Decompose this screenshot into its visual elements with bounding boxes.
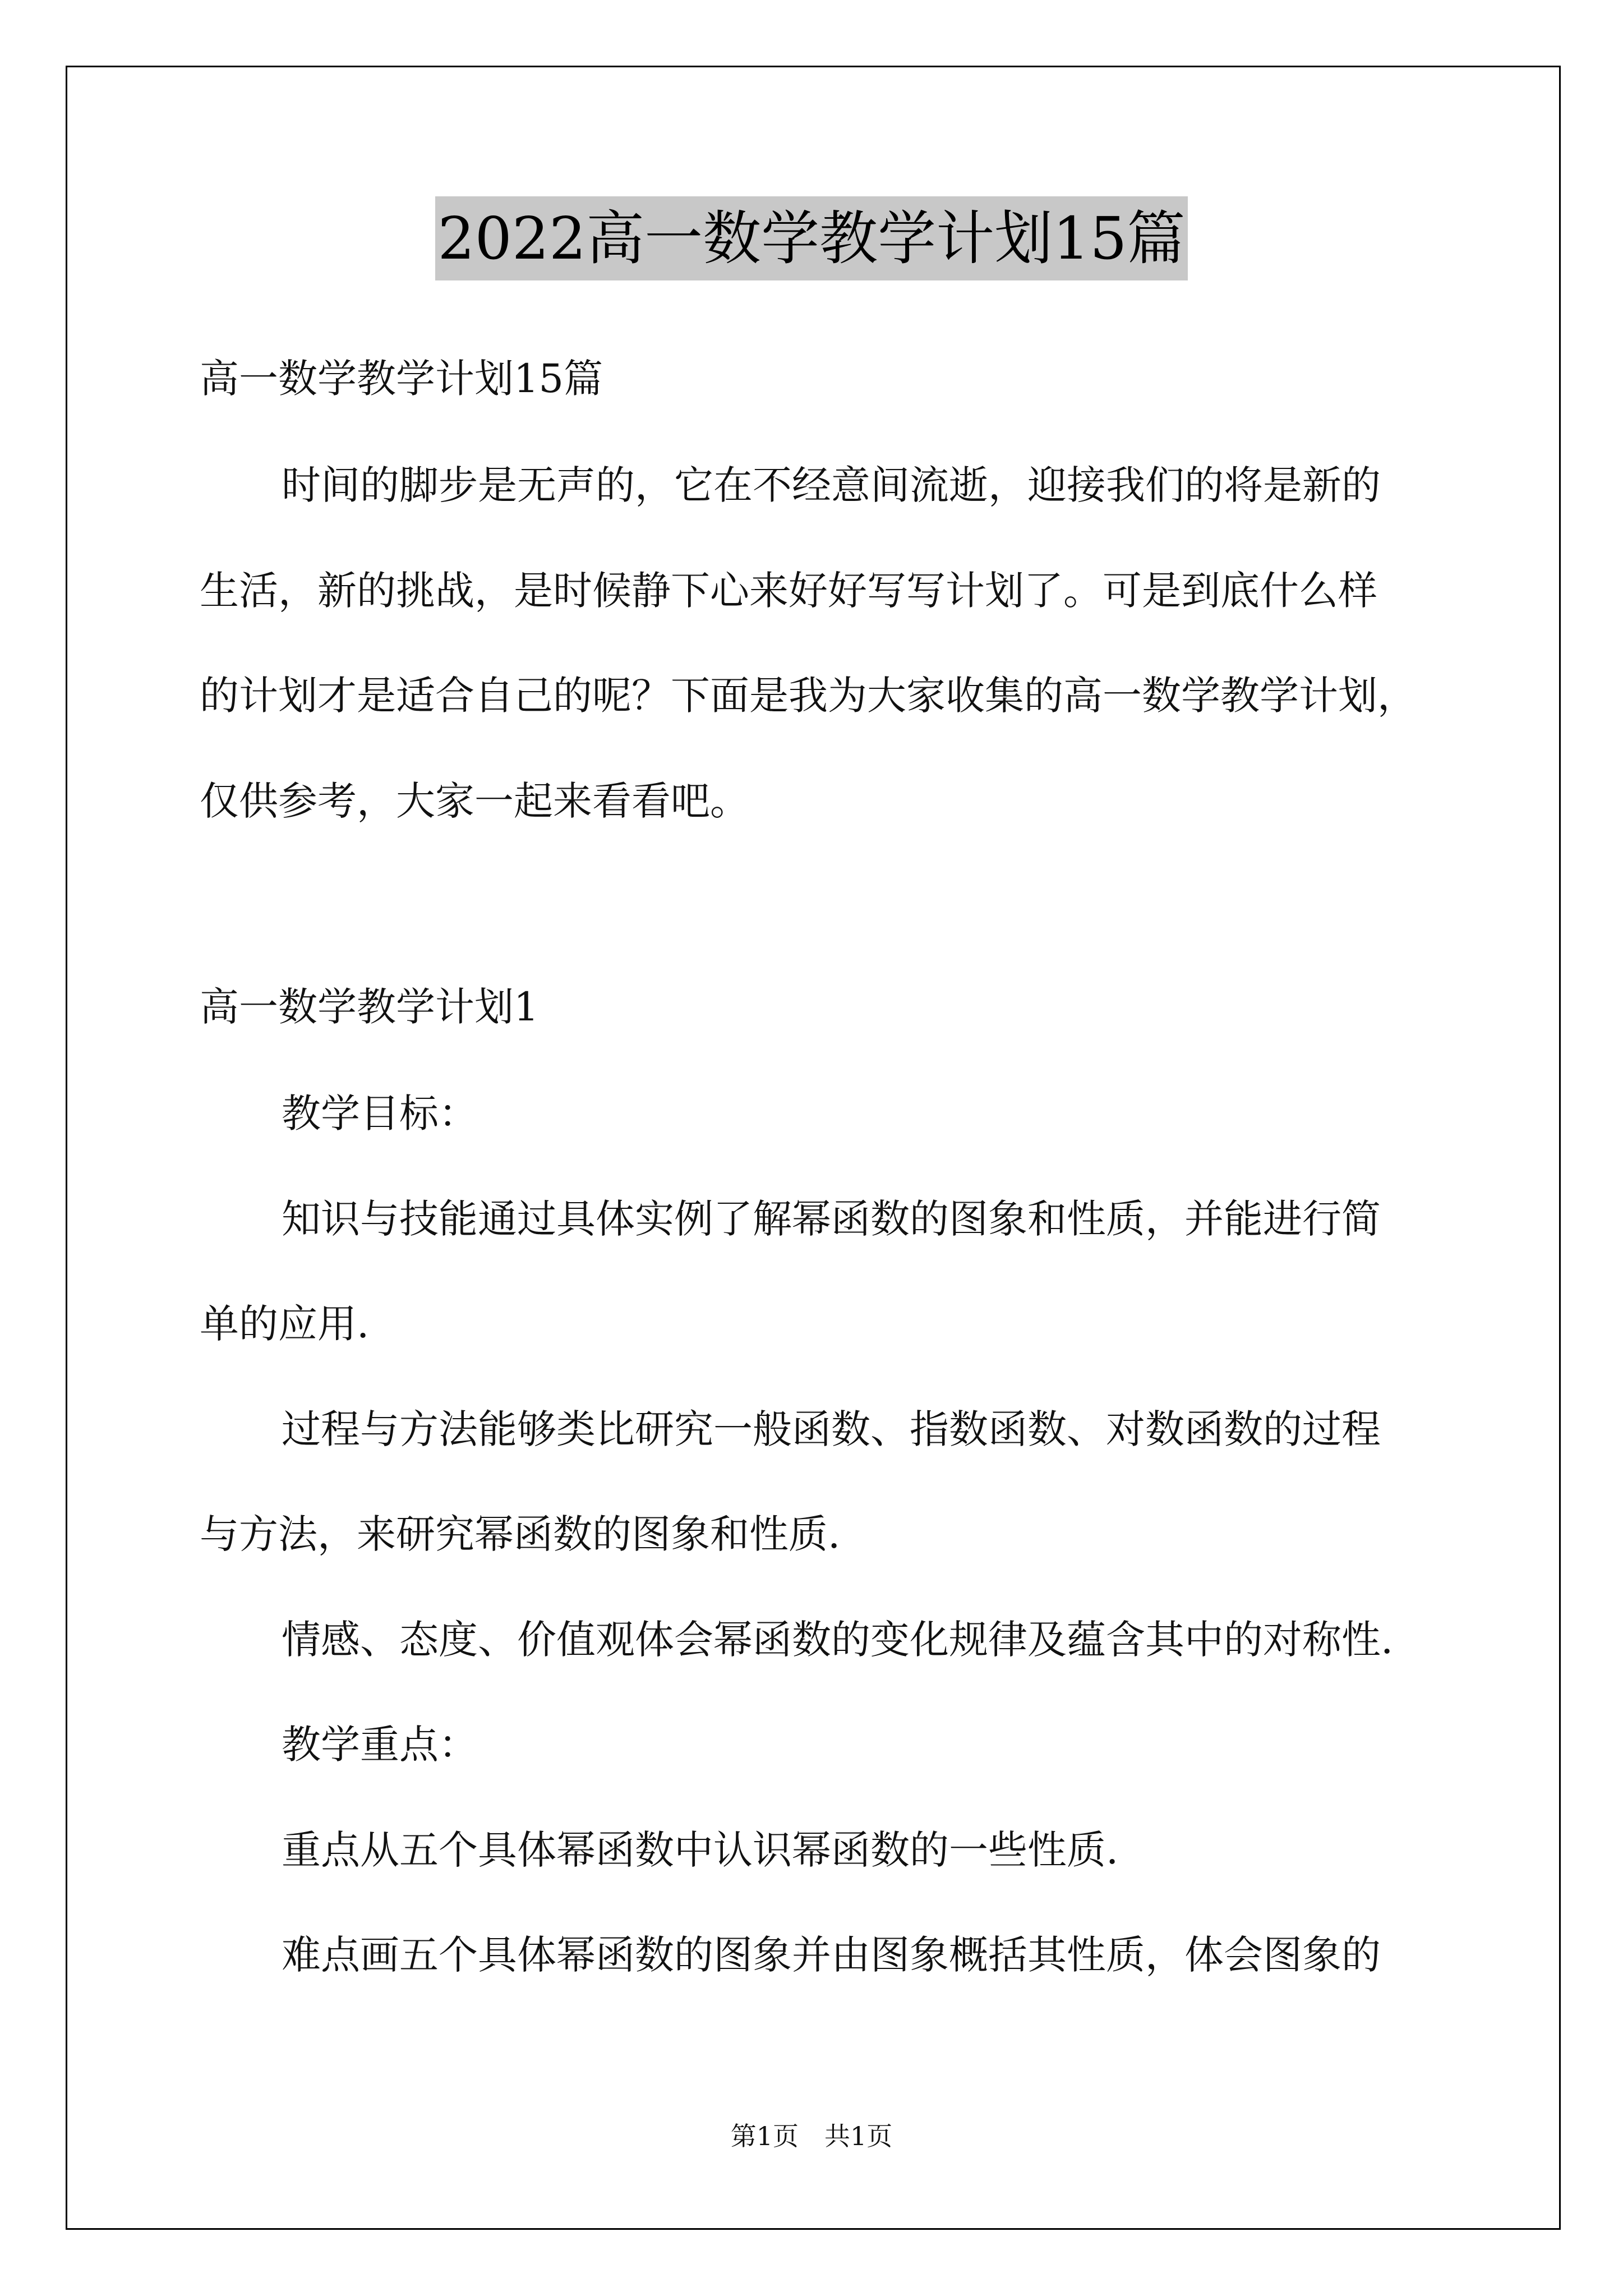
paragraph-line: 情感、态度、价值观体会幂函数的变化规律及蕴含其中的对称性. — [282, 1617, 1394, 1663]
section-heading: 高一数学教学计划1 — [200, 984, 539, 1030]
paragraph-line: 教学重点： — [282, 1722, 478, 1768]
paragraph-line: 重点从五个具体幂函数中认识幂函数的一些性质. — [282, 1827, 1119, 1873]
paragraph-line: 知识与技能通过具体实例了解幂函数的图象和性质，并能进行简 — [282, 1196, 1381, 1242]
title-container — [0, 196, 1623, 280]
page-footer: 第1页 共1页 — [730, 2121, 893, 2151]
document-title: 2022高一数学教学计划15篇 — [435, 196, 1187, 280]
subtitle-line: 高一数学教学计划15篇 — [200, 356, 603, 402]
paragraph-line: 的计划才是适合自己的呢？下面是我为大家收集的高一数学教学计划， — [200, 673, 1417, 719]
paragraph-line: 仅供参考，大家一起来看看吧。 — [200, 778, 749, 824]
paragraph-line: 难点画五个具体幂函数的图象并由图象概括其性质，体会图象的 — [282, 1932, 1381, 1978]
paragraph-line: 教学目标： — [282, 1091, 478, 1137]
paragraph-line: 时间的脚步是无声的，它在不经意间流逝，迎接我们的将是新的 — [282, 462, 1381, 508]
paragraph-line: 与方法，来研究幂函数的图象和性质. — [200, 1511, 841, 1557]
paragraph-line: 过程与方法能够类比研究一般函数、指数函数、对数函数的过程 — [282, 1406, 1381, 1452]
paragraph-line: 生活，新的挑战，是时候静下心来好好写写计划了。可是到底什么样 — [200, 568, 1377, 614]
paragraph-line: 单的应用. — [200, 1301, 370, 1347]
